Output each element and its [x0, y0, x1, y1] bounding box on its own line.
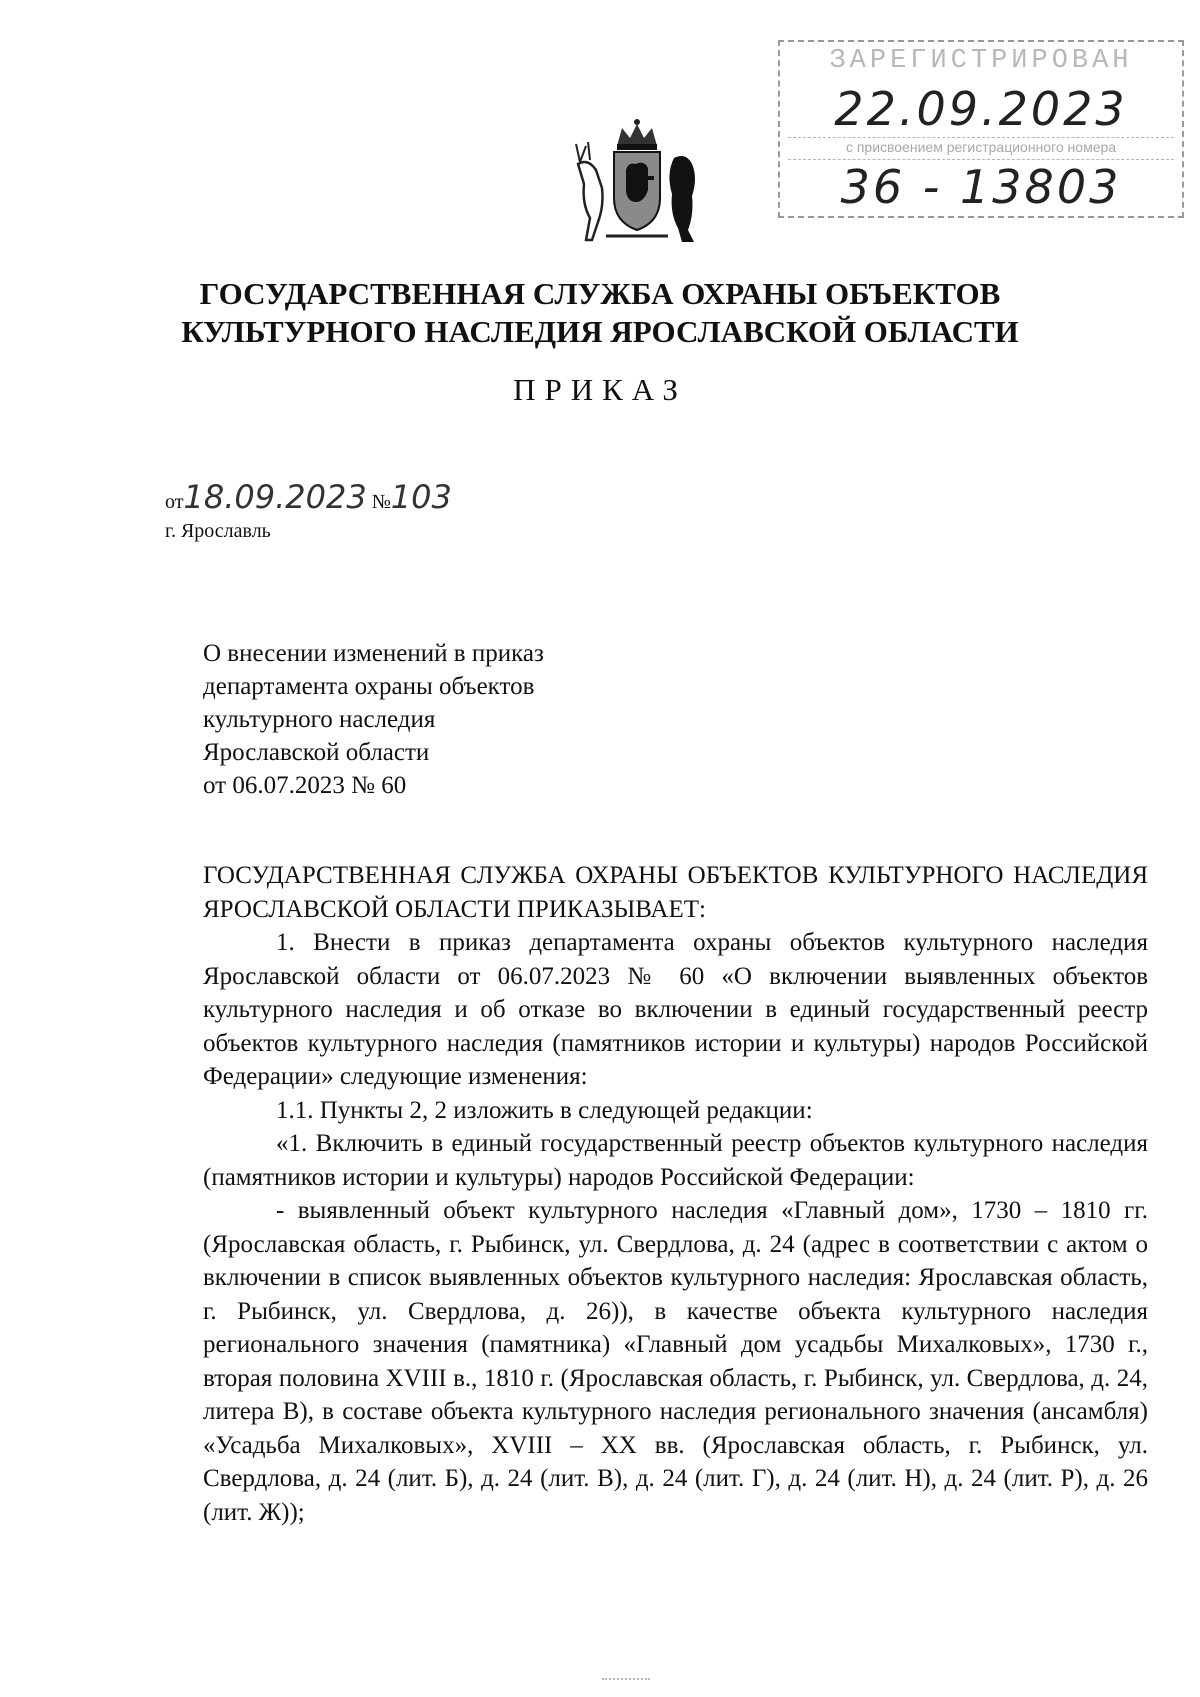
document-type: ПРИКАЗ	[513, 372, 687, 407]
subject-line: Ярославской области	[203, 739, 430, 766]
subject-line: О внесении изменений в приказ	[203, 640, 544, 667]
quoted-paragraph: «1. Включить в единый государственный реестр объектов культурного наследия (памятников истории и культуры) народов Российской Федерации:	[203, 1130, 1148, 1191]
subject-line: культурного наследия	[203, 706, 436, 733]
stamp-note: с присвоением регистрационного номера	[845, 139, 1117, 155]
list-item: - выявленный объект культурного наследия «Главный дом», 1730 – 1810 гг. (Ярославская область, г. Рыбинск, ул. Свердлова, д. 24 (адрес в соответствии с актом о включении в список выявленных объектов культурного наследия: Ярославская область, г. Рыбинск, ул. Свердлова, д. 26)), в качестве объекта культурного наследия регионального значения (памятника) «Главный дом усадьбы Михалковых», 1730 г., вторая половина XVIII в., 1810 г. (Ярославская область, г. Рыбинск, ул. Свердлова, д. 24, литера В), в составе объекта культурного наследия регионального значения (ансамбля) «Усадьба Михалковых», XVIII – XX вв. (Ярославская область, г. Рыбинск, ул. Свердлова, д. 24 (лит. Б), д. 24 (лит. В), д. 24 (лит. Г), д. 24 (лит. Н), д. 24 (лит. Р), д. 26 (лит. Ж));	[203, 1197, 1148, 1526]
order-body	[203, 859, 1148, 1529]
from-label: от	[165, 491, 184, 513]
order-number: 103	[390, 478, 452, 516]
subject-line: от 06.07.2023 № 60	[203, 772, 407, 799]
order-subject	[203, 637, 544, 802]
preamble: ГОСУДАРСТВЕННАЯ СЛУЖБА ОХРАНЫ ОБЪЕКТОВ КУЛЬТУРНОГО НАСЛЕДИЯ ЯРОСЛАВСКОЙ ОБЛАСТИ ПРИКАЗЫВАЕТ:	[203, 862, 1148, 923]
page-footer-mark	[602, 1678, 650, 1680]
date-number-line	[165, 478, 452, 516]
stamp-date: 22.09.2023	[834, 82, 1128, 136]
order-date: 18.09.2023	[183, 478, 367, 516]
stamp-registration-number: 36 - 13803	[840, 160, 1122, 214]
stamp-title: ЗАРЕГИСТРИРОВАН	[829, 46, 1133, 76]
paragraph-1: 1. Внести в приказ департамента охраны объектов культурного наследия Ярославской области от 06.07.2023 № 60 «О включении выявленных объектов культурного наследия и об отказе во включении в единый государственный реестр объектов культурного наследия (памятников истории и культуры) народов Российской Федерации» следующие изменения:	[203, 929, 1148, 1090]
organization-title-line: ГОСУДАРСТВЕННАЯ СЛУЖБА ОХРАНЫ ОБЪЕКТОВ	[199, 276, 1001, 311]
organization-title-line: КУЛЬТУРНОГО НАСЛЕДИЯ ЯРОСЛАВСКОЙ ОБЛАСТИ	[181, 314, 1019, 349]
coat-of-arms-icon	[562, 118, 712, 248]
paragraph-1-1: 1.1. Пункты 2, 2 изложить в следующей редакции:	[276, 1096, 813, 1124]
registration-stamp	[778, 40, 1184, 218]
stamp-divider	[788, 137, 1174, 138]
number-label: №	[371, 491, 391, 513]
subject-line: департамента охраны объектов	[203, 673, 535, 700]
organization-title	[0, 275, 1200, 351]
city: г. Ярославль	[165, 520, 271, 542]
